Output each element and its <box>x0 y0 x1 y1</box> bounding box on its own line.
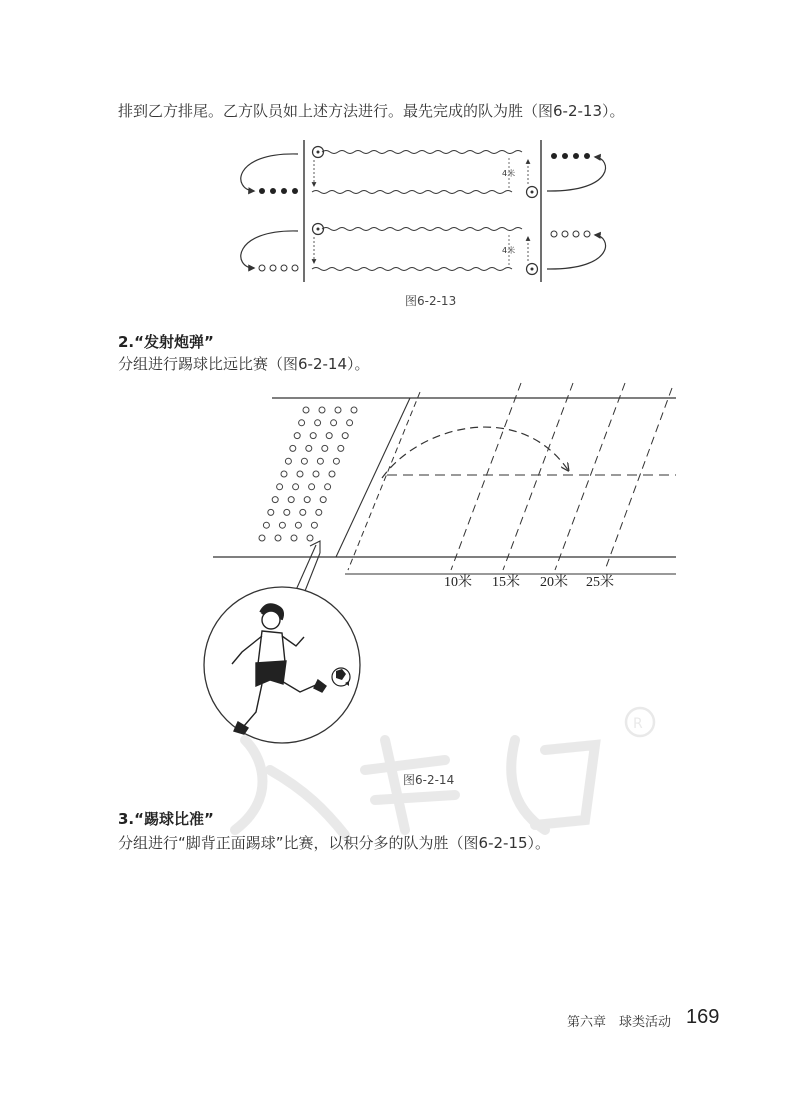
distance-line-15 <box>503 383 573 570</box>
waiting-player <box>333 458 339 464</box>
waiting-player <box>347 420 353 426</box>
waiting-player <box>275 535 281 541</box>
waiting-player <box>291 535 297 541</box>
distance-line-20 <box>555 383 625 570</box>
waiting-player <box>320 497 326 503</box>
waiting-player <box>277 484 283 490</box>
waiting-player <box>288 497 294 503</box>
waiting-player <box>335 407 341 413</box>
waiting-player <box>263 522 269 528</box>
waiting-player <box>297 471 303 477</box>
waiting-player <box>317 458 323 464</box>
waiting-player <box>268 509 274 515</box>
section-heading-2: 2.“发射炮弹” <box>118 333 214 351</box>
waiting-player <box>290 445 296 451</box>
paragraph-section-3: 分组进行“脚背正面踢球”比赛，以积分多的队为胜（图6-2-15）。 <box>118 834 551 852</box>
waiting-player <box>281 471 287 477</box>
waiting-player <box>316 509 322 515</box>
waiting-player <box>301 458 307 464</box>
waiting-player <box>325 484 331 490</box>
figure-caption-6-2-13: 图6-2-13 <box>405 294 457 308</box>
distance-label-10: 10米 <box>444 575 472 590</box>
waiting-player <box>285 458 291 464</box>
waiting-player <box>303 407 309 413</box>
waiting-player <box>279 522 285 528</box>
figure-caption-6-2-14: 图6-2-14 <box>403 773 455 787</box>
waiting-player <box>310 433 316 439</box>
publisher-watermark <box>215 700 675 840</box>
waiting-player <box>306 445 312 451</box>
waiting-players-grid <box>259 407 357 541</box>
waiting-player <box>272 497 278 503</box>
waiting-player <box>313 471 319 477</box>
soccer-ball-icon <box>332 668 350 686</box>
waiting-player <box>304 497 310 503</box>
waiting-player <box>293 484 299 490</box>
distance-label-top: 4米 <box>502 169 516 178</box>
waiting-player <box>315 420 321 426</box>
distance-label-15: 15米 <box>492 575 520 590</box>
distance-label-20: 20米 <box>540 575 568 590</box>
waiting-player <box>309 484 315 490</box>
waiting-player <box>322 445 328 451</box>
page-number: 169 <box>686 1006 720 1028</box>
section-heading-3: 3.“踢球比准” <box>118 810 214 828</box>
distance-line-25 <box>605 388 672 570</box>
waiting-player <box>311 522 317 528</box>
waiting-player <box>326 433 332 439</box>
waiting-player <box>299 420 305 426</box>
paragraph-section-2: 分组进行踢球比远比赛（图6-2-14）。 <box>118 355 370 373</box>
waiting-player <box>259 535 265 541</box>
waiting-player <box>331 420 337 426</box>
svg-text:R: R <box>633 716 643 732</box>
distance-line-10 <box>451 383 521 570</box>
distance-label-bottom: 4米 <box>502 246 516 255</box>
distance-label-25: 25米 <box>586 575 614 590</box>
waiting-player <box>294 433 300 439</box>
footer-chapter-title: 第六章 球类活动 <box>567 1015 672 1030</box>
waiting-player <box>295 522 301 528</box>
waiting-player <box>351 407 357 413</box>
waiting-player <box>338 445 344 451</box>
waiting-player <box>319 407 325 413</box>
waiting-player <box>307 535 313 541</box>
waiting-player <box>284 509 290 515</box>
waiting-player <box>300 509 306 515</box>
waiting-player <box>329 471 335 477</box>
waiting-player <box>342 433 348 439</box>
paragraph-continuation: 排到乙方排尾。乙方队员如上述方法进行。最先完成的队为胜（图6-2-13）。 <box>118 102 625 120</box>
